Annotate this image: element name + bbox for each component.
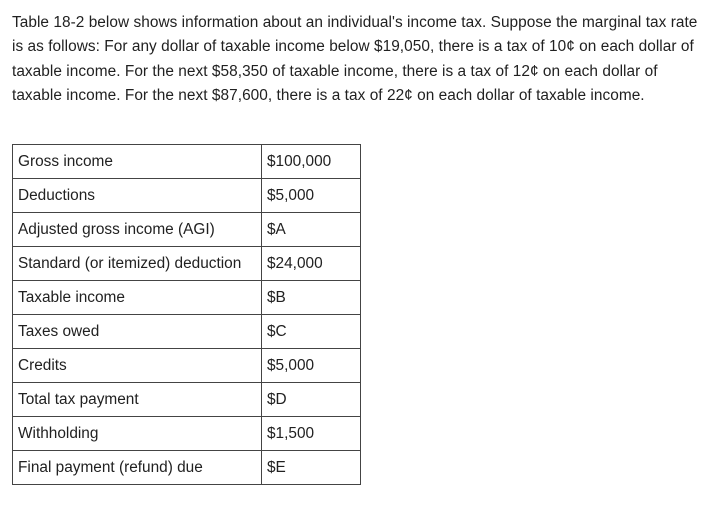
table-row: [13, 315, 361, 349]
question-text: Table 18-2 below shows information about an individual's income tax. Suppose the marginal tax rate is as follows: For any dollar of taxable income below $19,050, there is a tax of 10¢ on each dollar of taxable income. For the next $58,350 of taxable income, there is a tax of 12¢ on each dollar of taxable income. For the next $87,600, there is a tax of 22¢ on each dollar of taxable income.: [12, 14, 698, 104]
row-value: $1,500: [262, 417, 361, 451]
row-value: $A: [262, 213, 361, 247]
row-label: Total tax payment: [13, 383, 262, 417]
table-row: [13, 247, 361, 281]
row-value: $B: [262, 281, 361, 315]
row-label: Gross income: [13, 145, 262, 179]
row-label: Taxes owed: [13, 315, 262, 349]
row-value: $D: [262, 383, 361, 417]
row-value: $5,000: [262, 349, 361, 383]
row-label: Final payment (refund) due: [13, 451, 262, 485]
table-row: [13, 417, 361, 451]
row-value: $100,000: [262, 145, 361, 179]
row-label: Taxable income: [13, 281, 262, 315]
table-row: [13, 349, 361, 383]
income-tax-table: [12, 144, 361, 485]
table-row: [13, 213, 361, 247]
table-row: [13, 383, 361, 417]
row-value: $E: [262, 451, 361, 485]
row-label: Adjusted gross income (AGI): [13, 213, 262, 247]
row-label: Standard (or itemized) deduction: [13, 247, 262, 281]
row-label: Withholding: [13, 417, 262, 451]
table-row: [13, 145, 361, 179]
table-row: [13, 179, 361, 213]
row-value: $C: [262, 315, 361, 349]
table-row: [13, 281, 361, 315]
row-value: $5,000: [262, 179, 361, 213]
row-label: Credits: [13, 349, 262, 383]
table-row: [13, 451, 361, 485]
row-label: Deductions: [13, 179, 262, 213]
row-value: $24,000: [262, 247, 361, 281]
